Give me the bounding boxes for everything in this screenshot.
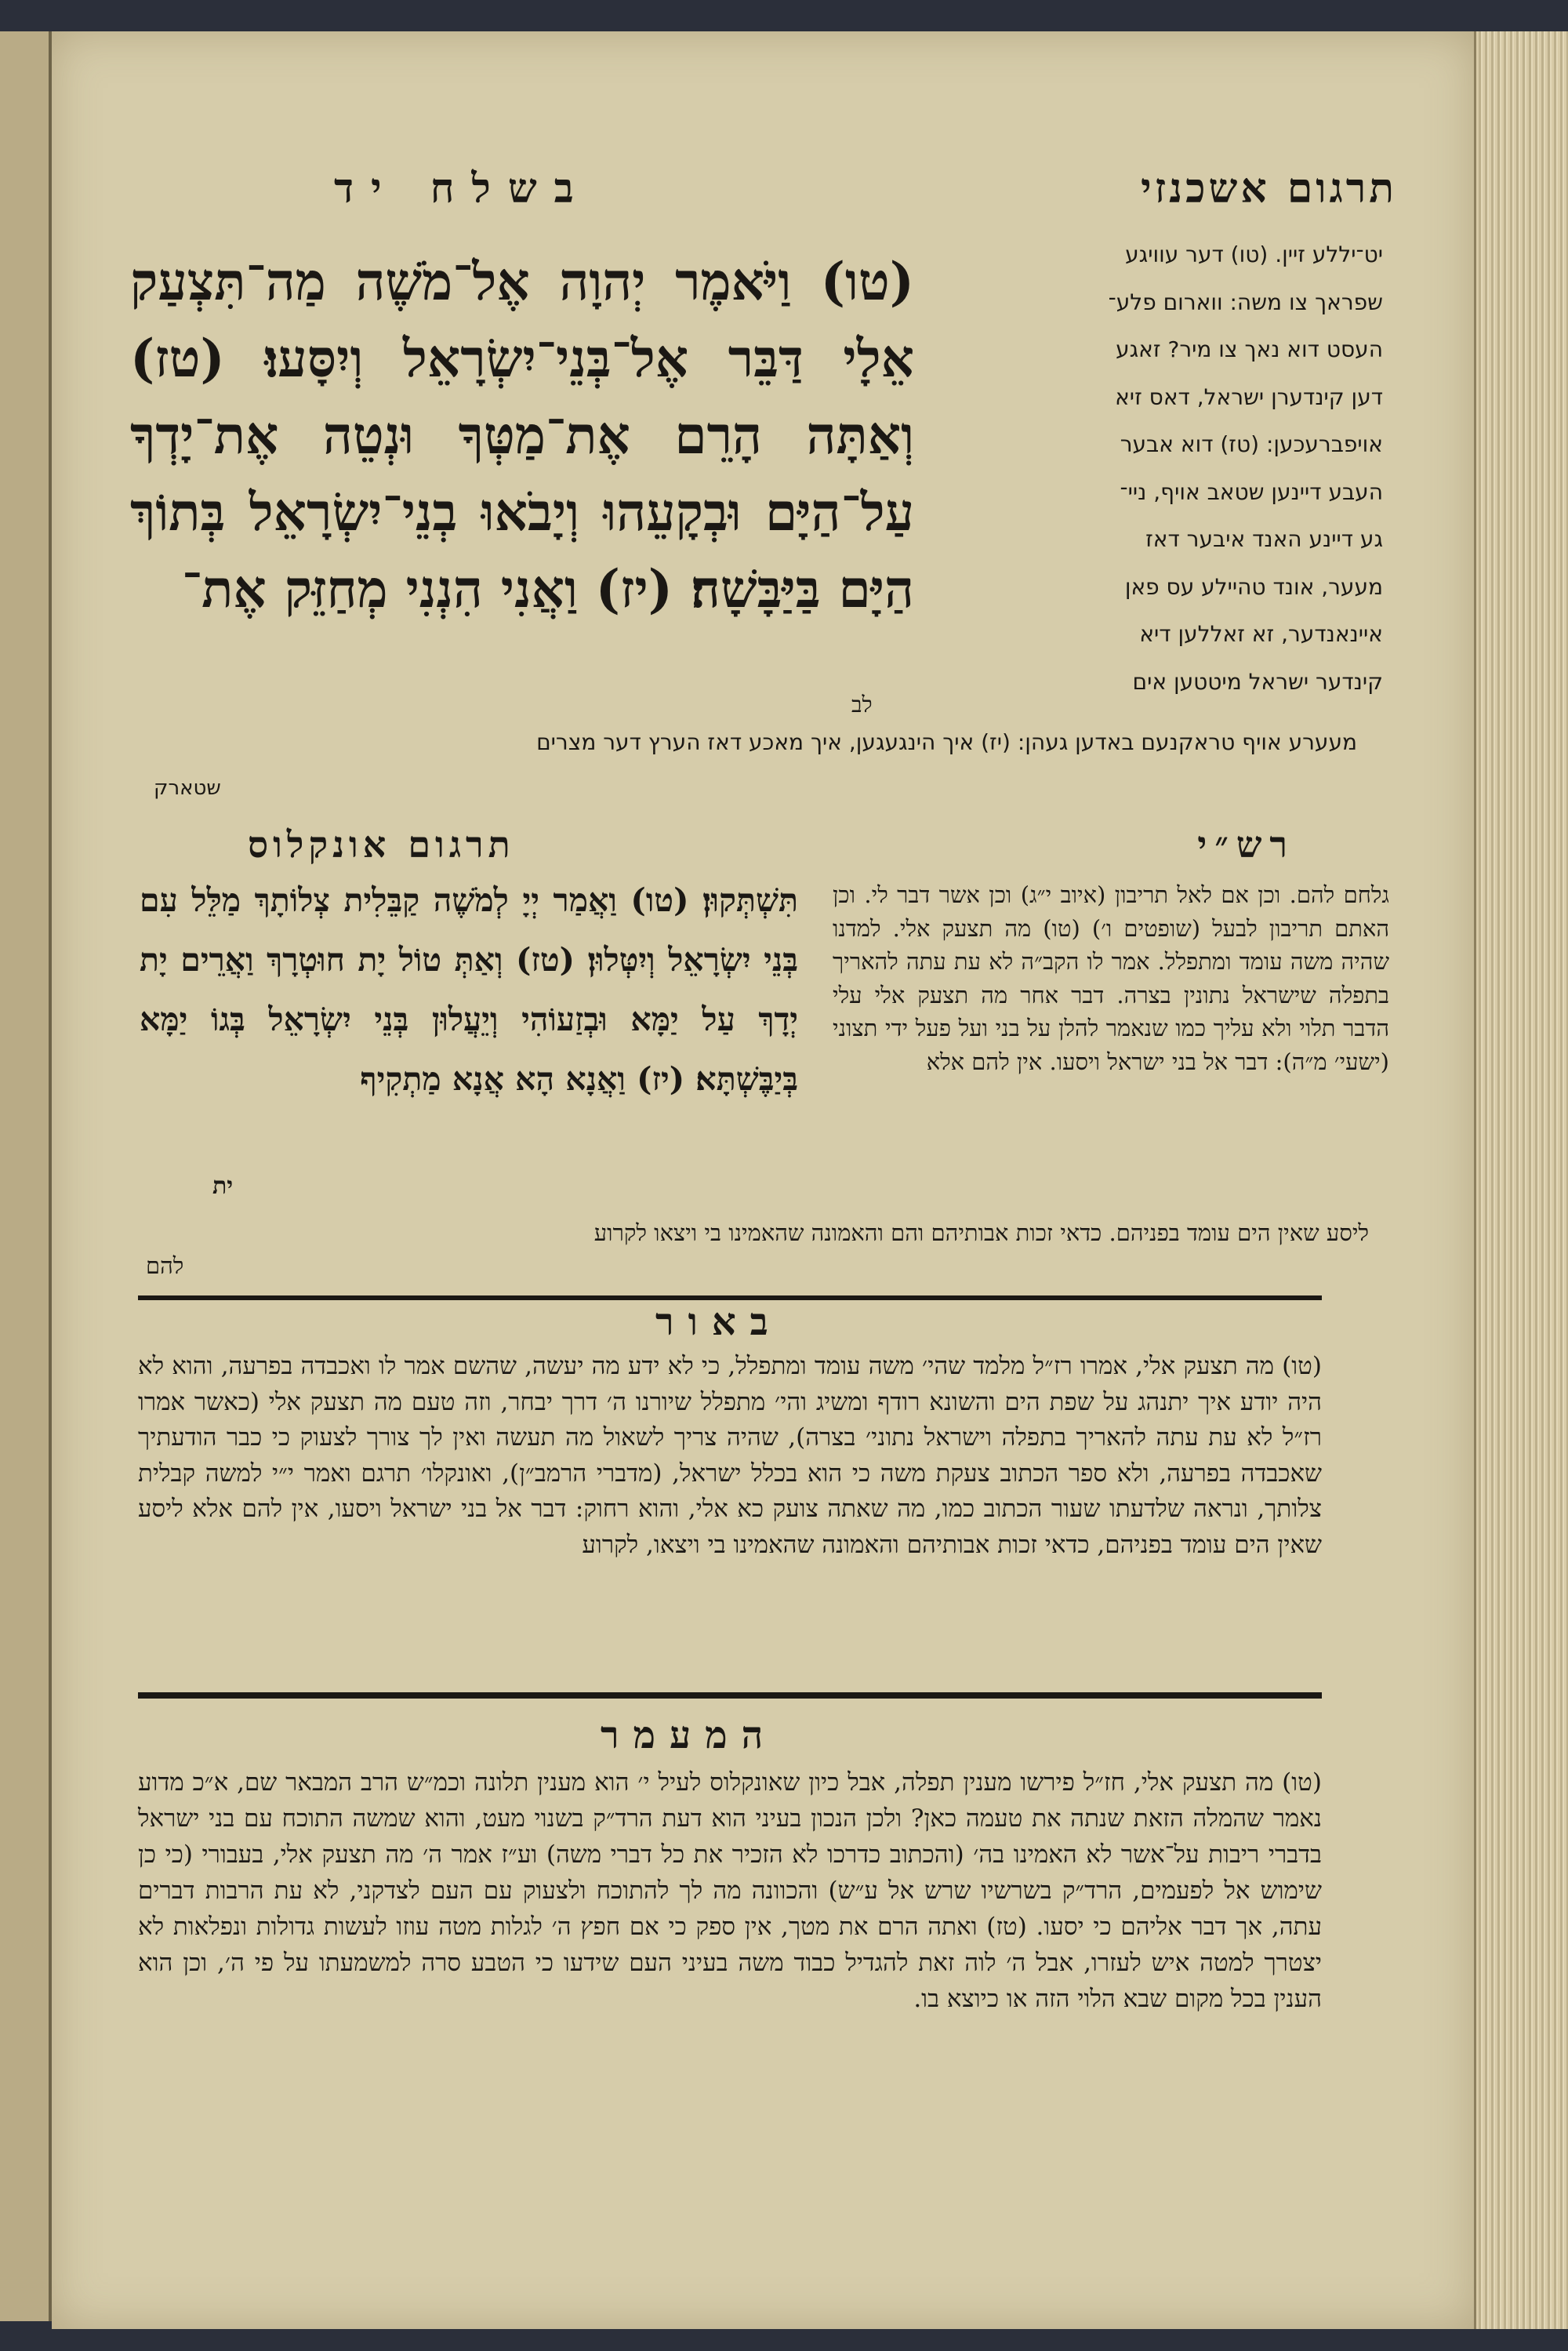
torah-catchword: לב	[851, 692, 873, 718]
rashi-catchword: להם	[146, 1252, 184, 1279]
yiddish-catchword: שטארק	[154, 776, 221, 800]
yiddish-line: שפראך צו משה: ווארום פלע־	[1108, 289, 1383, 315]
rashi-heading: רש״י	[1197, 823, 1295, 866]
yiddish-line: איינאנדער, זא זאללען דיא	[1139, 621, 1383, 647]
hameamer-heading: המעמר	[601, 1713, 778, 1757]
yiddish-line: יט־יללע זיין. (טו) דער עוויגע	[1125, 242, 1383, 267]
hameamer-commentary: (טו) מה תצעק אלי, חז״ל פירשו מענין תפלה, אבל כיון שאונקלוס לעיל י׳ הוא מענין תלונה וכמ״ש הרב המבאר שם, א״כ מדוע נאמר שהמלה הזאת שנתה את טעמה כאן? ולכן הנכון בעיני הוא דעת הרד״ק בשנוי מעט, והוא שמשה התוכח עם בני ישראל בדברי ריבות על־אשר לא האמינו בה׳ (והכתוב כדרכו לא הזכיר את כל דברי משה) וע״ז אמר ה׳ מה תצעק אלי, בעבורי (כי כן שימוש אל לפעמים, הרד״ק בשרשיו שרש אל ע״ש) והכוונה מה לך להתוכח ולצעוק עם העם לצדקני, לא עת הרבות דברים עתה, אך דבר אליהם כי יסעו. (טז) ואתה הרם את מטך, אין ספק כי אם חפץ ה׳ לגלות מטה עוזו לעשות גדולות ונפלאות לא יצטרך למטה איש לעזרו, אבל ה׳ לוה זאת להגדיל כבוד משה בעיני העם שידעו כי הטבע סרה למשמעתו על פי ה׳, וכן הוא הענין בכל מקום שבא הלוי הזה או כיוצא בו.	[138, 1768, 1322, 2013]
yiddish-line: קינדער ישראל מיטטען אים	[1132, 668, 1383, 695]
rashi-commentary: גלחם להם. וכן אם לאל תריבון (איוב י״ג) וכן אשר דבר לי. וכן האתם תריבון לבעל (שופטים ו׳) (טו) מה תצעק אלי. למדנו שהיה משה עומד ומתפלל. אמר לו הקב״ה לא עת עתה להאריך בתפלה שישראל נתונין בצרה. דבר אחר מה תצעק אלי עלי הדבר תלוי ולא עליך כמו שנאמר להלן על בני ועל פעל ידי תצוני (ישעי׳ מ״ה): דבר אל בני ישראל ויסעו. אין להם אלא	[833, 881, 1389, 1075]
yiddish-line: גע דיינע האנד איבער דאז	[1145, 526, 1383, 552]
running-head-targum-ashkenazi: תרגום אשכנזי	[1141, 165, 1397, 213]
yiddish-line: מעער, אונד טהיילע עס פאן	[1124, 573, 1383, 600]
yiddish-line: העבע דיינען שטאב אויף, ניי־	[1120, 478, 1383, 505]
running-head-parsha: בשלח יד	[334, 165, 591, 213]
biur-heading: באור	[655, 1300, 782, 1344]
yiddish-line: העסט דוא נאך צו מיר? זאגע	[1116, 336, 1383, 362]
biur-commentary: (טו) מה תצעק אלי, אמרו רז״ל מלמד שהי׳ משה עומד ומתפלל, כי לא ידע מה יעשה, שהשם אמר לו ואכבדה בפרעה, והוא לא היה יודע איך יתנהג על שפת הים והשונא רודף ומשיג והי׳ מתפלל שיורנו ה׳ דרך יבחר, וזה טעם מה תצעק אלי (כאשר אמרו רז״ל לא עת עתה להאריך בתפלה וישראל נתוני׳ בצרה), שהיה צריך לשאול מה תעשה ואין לך צורך לצעוק כי כבר הודעתיך שאכבדה בפרעה, ולא ספר הכתוב צעקת משה כי הוא בכלל ישראל, (מדברי הרמב״ן), ואונקלו׳ תרגם ואמר י״י למשה קבלית צלותך, ונראה שלדעתו שעור הכתוב כמו, מה שאתה צועק כא אלי, והוא רחוק: דבר אל בני ישראל ויסעו, אין להם אלא ליסע שאין הים עומד בפניהם, כדאי זכות אבותיהם והאמונה שהאמינו בי ויצאו, לקרוע	[138, 1352, 1322, 1559]
book-page	[52, 31, 1475, 2329]
facing-page-edge	[0, 31, 52, 2321]
onkelos-heading: תרגום אונקלוס	[248, 823, 515, 866]
onkelos-catchword: ית	[212, 1172, 234, 1200]
page-block-edge	[1474, 31, 1568, 2329]
yiddish-translation-column	[960, 231, 1383, 706]
yiddish-full-width-line: מעערע אויף טראקנעם באדען געהן: (יז) איך הינגעגען, איך מאכע דאז הערץ דער מצרים	[536, 729, 1357, 755]
rashi-full-width-line: ליסע שאין הים עומד בפניהם. כדאי זכות אבותיהם והם והאמונה שהאמינו בי ויצאו לקרוע	[593, 1219, 1369, 1246]
torah-text: (טו) וַיֹּאמֶר יְהוָה אֶל־מֹשֶׁה מַה־תִּצְעַק אֵלָי דַּבֵּר אֶל־בְּנֵי־יִשְׂרָאֵל וְיִסָּעוּ׃ (טז) וְאַתָּה הָרֵם אֶת־מַטְּךָ וּנְטֵה אֶת־יָדְךָ עַל־הַיָּם וּבְקָעֵהוּ וְיָבֹאוּ בְנֵי־יִשְׂרָאֵל בְּתוֹךְ הַיָּם בַּיַּבָּשָׁה׃ (יז) וַאֲנִי הִנְנִי מְחַזֵּק אֶת־	[130, 251, 914, 620]
yiddish-line: דען קינדערן ישראל, דאס זיא	[1115, 383, 1383, 410]
yiddish-line: אויפברעכען: (טז) דוא אבער	[1120, 431, 1383, 457]
section-divider	[138, 1692, 1322, 1699]
onkelos-translation: תִּשְׁתְּקוּן׃ (טו) וַאֲמַר יְיָ לְמֹשֶׁה קַבֵּלִית צְלוֹתָךְ מַלֵּל עִם בְּנֵי יִשְׂרָאֵל וְיִטְּלוּן׃ (טז) וְאַתְּ טוֹל יָת חוּטְרָךְ וַאֲרֵים יָת יְדָךְ עַל יַמָּא וּבְזַעוֹהִי וְיֵעֲלוּן בְּנֵי יִשְׂרָאֵל בְּגוֹ יַמָּא בְּיַבֶּשְׁתָּא׃ (יז) וַאֲנָא הָא אֲנָא מַתְקִיף	[140, 881, 798, 1098]
